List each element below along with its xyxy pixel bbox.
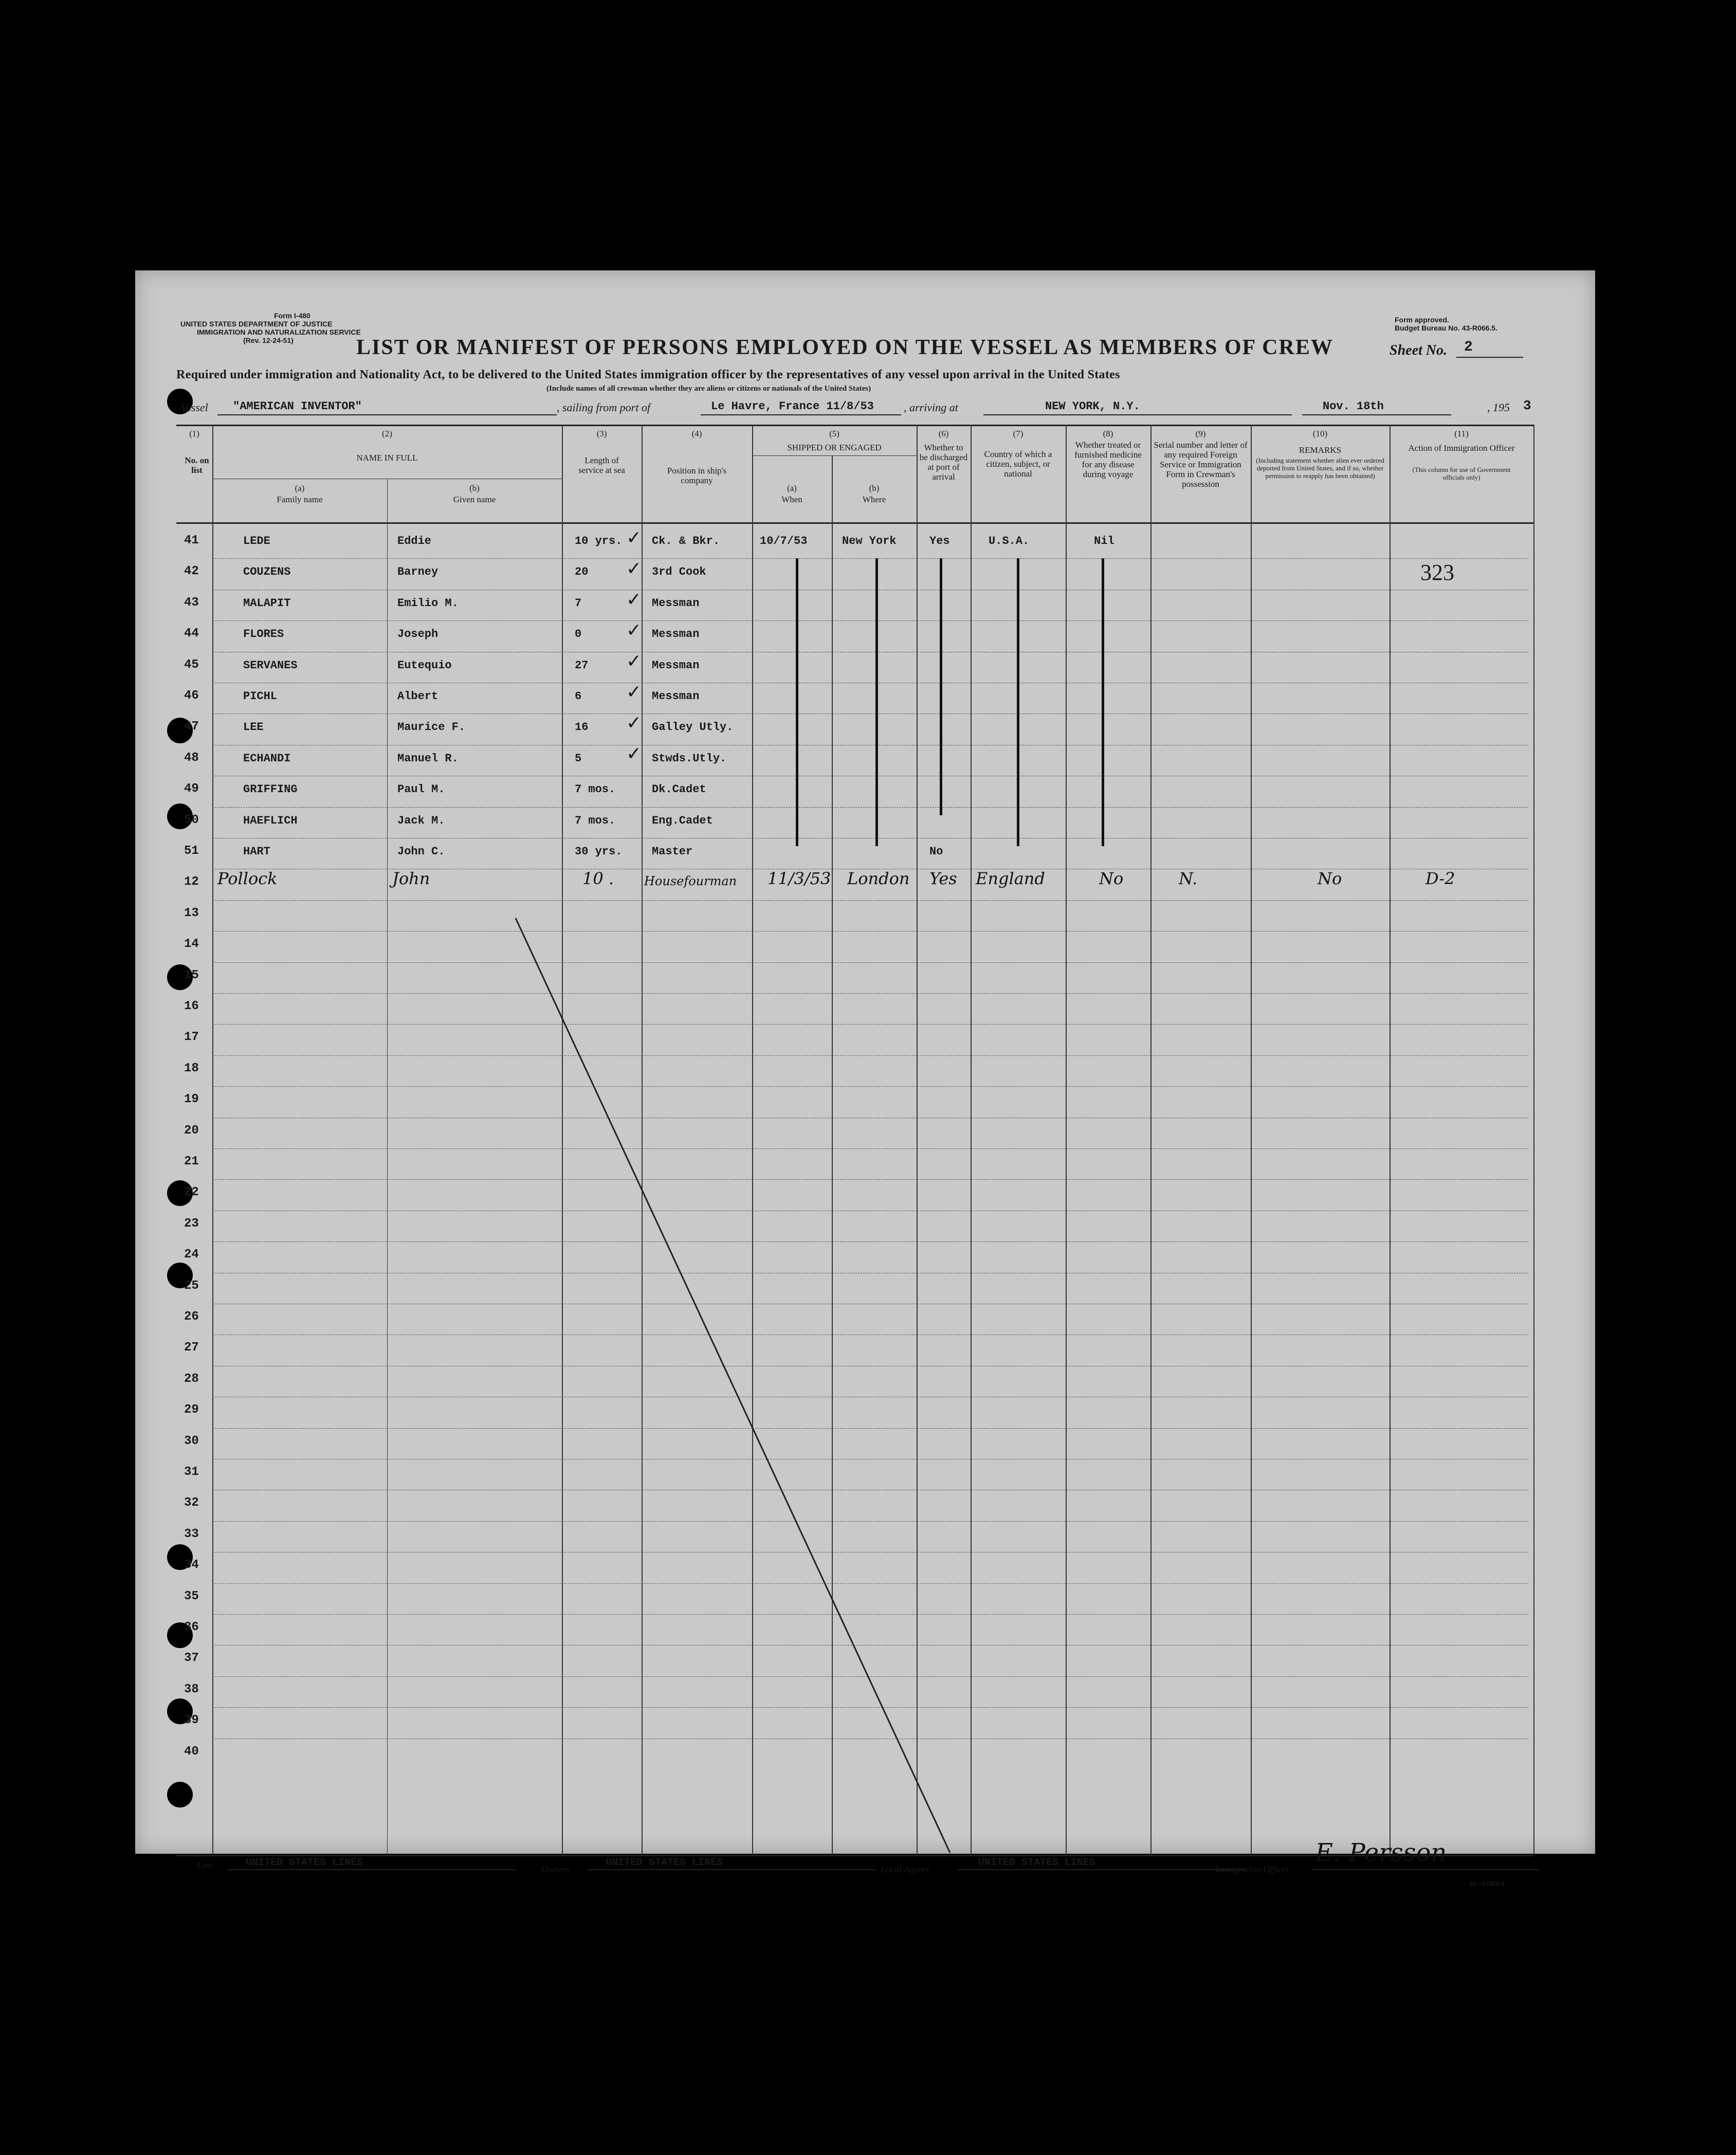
row-number: 12: [184, 875, 199, 889]
handwritten-medicine: No: [1099, 869, 1124, 889]
cell-service: 5: [575, 752, 582, 765]
handwritten-country: England: [976, 869, 1045, 889]
row-number: 46: [184, 689, 199, 703]
check-mark-icon: ✓: [626, 589, 642, 610]
subtitle: Required under immigration and Nationality Act, to be delivered to the United States immigration officer by the representatives of any vessel upon arrival in the United States: [176, 368, 1120, 381]
cell-given: Eutequio: [397, 659, 452, 672]
header-position: Position in ship's company: [667, 466, 727, 485]
handwritten-when: 11/3/53: [768, 869, 831, 889]
cell-position: Messman: [652, 596, 700, 610]
arrival-date: Nov. 18th: [1323, 400, 1384, 413]
cell-service: 7 mos.: [575, 814, 616, 827]
cell-family: LEE: [243, 721, 264, 734]
print-code: 16—67820-1: [1469, 1880, 1505, 1887]
cell-medicine: Nil: [1094, 535, 1114, 547]
row-number: 15: [184, 968, 199, 982]
row-number: 50: [184, 813, 199, 827]
agents-value: UNITED STATES LINES: [978, 1857, 1096, 1869]
column-number: (6): [938, 429, 949, 439]
handwritten-remarks: No: [1318, 869, 1342, 889]
header-discharged: Whether to be discharged at port of arrival: [919, 443, 968, 482]
cell-service: 10 yrs.: [575, 535, 623, 547]
row-number: 26: [184, 1310, 199, 1324]
row-number: 31: [184, 1465, 199, 1479]
cancel-diagonal-line: [135, 270, 1595, 1854]
cell-service: 16: [575, 721, 589, 734]
header-medicine: Whether treated or furnished medicine for any disease during voyage: [1074, 440, 1142, 479]
cell-discharged: No: [929, 845, 943, 858]
cell-service: 27: [575, 659, 589, 672]
cell-given: Emilio M.: [397, 596, 459, 610]
row-number: 19: [184, 1092, 199, 1107]
row-number: 45: [184, 658, 199, 672]
form-number: Form I-480: [274, 312, 310, 320]
header-where-num: (b): [869, 483, 880, 493]
column-number: (4): [691, 429, 702, 439]
handwritten-family: Pollock: [217, 869, 278, 889]
row-number: 13: [184, 906, 199, 920]
row-number: 30: [184, 1434, 199, 1448]
line-label: Line: [197, 1860, 214, 1870]
header-remarks: REMARKS: [1299, 445, 1342, 455]
cell-position: Messman: [652, 690, 700, 703]
row-number: 48: [184, 751, 199, 765]
cell-where: New York: [842, 535, 897, 547]
column-number: (2): [382, 429, 392, 439]
manifest-sheet: [135, 270, 1595, 1887]
check-mark-icon: ✓: [626, 620, 642, 641]
handwritten-action: D-2: [1426, 869, 1455, 889]
subtitle-note: (Include names of all crewman whether they are aliens or citizens or nationals of the United States): [546, 385, 871, 393]
row-number: 28: [184, 1372, 199, 1386]
handwritten-position: Housefourman: [644, 874, 737, 889]
cell-given: Albert: [397, 690, 438, 703]
row-number: 21: [184, 1155, 199, 1168]
row-number: 32: [184, 1496, 199, 1510]
cell-family: FLORES: [243, 628, 284, 641]
column-number: (7): [1013, 429, 1024, 439]
row-number: 51: [184, 844, 199, 858]
form-revision: (Rev. 12-24-51): [243, 336, 294, 344]
check-mark-icon: ✓: [626, 743, 642, 764]
column-number: (5): [829, 429, 839, 439]
header-when: When: [781, 495, 802, 504]
owners-underline: [588, 1869, 875, 1870]
column-number: (3): [596, 429, 607, 439]
cell-family: ECHANDI: [243, 752, 291, 765]
cell-given: Barney: [397, 565, 438, 579]
cell-family: PICHL: [243, 690, 278, 703]
row-number: 18: [184, 1061, 199, 1075]
cell-family: LEDE: [243, 535, 270, 547]
cell-action: 323: [1420, 560, 1454, 586]
row-number: 36: [184, 1620, 199, 1634]
officer-underline: [1312, 1869, 1539, 1870]
officer-signature: E. Persson: [1315, 1838, 1447, 1867]
column-number: (9): [1195, 429, 1206, 439]
row-number: 14: [184, 937, 199, 952]
row-number: 29: [184, 1403, 199, 1417]
cell-position: Messman: [652, 628, 700, 641]
row-number: 49: [184, 782, 199, 796]
row-number: 41: [184, 534, 199, 547]
cell-position: Eng.Cadet: [652, 814, 713, 827]
handwritten-service: 10 .: [582, 869, 614, 889]
header-where: Where: [862, 495, 886, 504]
header-when-num: (a): [787, 483, 797, 493]
header-action: Action of Immigration Officer: [1408, 443, 1515, 453]
cell-country: U.S.A.: [989, 535, 1030, 547]
row-number: 38: [184, 1682, 199, 1696]
agents-underline: [958, 1869, 1246, 1870]
handwritten-given: John: [392, 869, 430, 889]
cell-given: Eddie: [397, 535, 432, 547]
row-number: 16: [184, 999, 199, 1013]
department-name: UNITED STATES DEPARTMENT OF JUSTICE: [180, 320, 333, 328]
cell-family: HAEFLICH: [243, 814, 298, 827]
cell-service: 0: [575, 628, 582, 641]
row-number: 44: [184, 627, 199, 641]
row-number: 24: [184, 1248, 199, 1262]
cell-family: GRIFFING: [243, 783, 298, 796]
cell-position: Dk.Cadet: [652, 783, 706, 796]
budget-bureau-number: Budget Bureau No. 43-R066.5.: [1395, 324, 1497, 332]
line-underline: [228, 1869, 516, 1870]
header-family-name: Family name: [277, 495, 323, 504]
row-number: 33: [184, 1527, 199, 1541]
header-family-name-num: (a): [295, 483, 305, 493]
check-mark-icon: ✓: [626, 682, 642, 703]
header-given-name: Given name: [453, 495, 496, 504]
header-no-on-list: No. on list: [185, 455, 209, 475]
cell-position: Galley Utly.: [652, 721, 734, 734]
row-number: 39: [184, 1713, 199, 1728]
column-number: (8): [1103, 429, 1113, 439]
agents-label: Local Agents: [881, 1864, 929, 1874]
header-given-name-num: (b): [469, 483, 480, 493]
handwritten-where: London: [847, 869, 910, 889]
service-name: IMMIGRATION AND NATURALIZATION SERVICE: [197, 328, 361, 336]
row-number: 25: [184, 1279, 199, 1293]
cell-service: 7: [575, 596, 582, 610]
header-serial-number: Serial number and letter of any required Foreign Service or Immigration Form in Crewman's possession: [1154, 440, 1248, 489]
owners-value: UNITED STATES LINES: [606, 1857, 723, 1869]
column-number: (10): [1312, 429, 1328, 439]
check-mark-icon: ✓: [626, 651, 642, 672]
arriving-label: , arriving at: [904, 401, 958, 414]
check-mark-icon: ✓: [626, 713, 642, 734]
cell-position: Ck. & Bkr.: [652, 535, 720, 547]
cell-service: 7 mos.: [575, 783, 616, 796]
cell-position: Stwds.Utly.: [652, 752, 727, 765]
arrival-port: NEW YORK, N.Y.: [1045, 400, 1140, 413]
sheet-number-label: Sheet No.: [1390, 342, 1447, 358]
cell-service: 6: [575, 690, 582, 703]
cell-discharged: Yes: [929, 535, 950, 547]
row-number: 20: [184, 1123, 199, 1138]
row-number: 35: [184, 1589, 199, 1603]
cell-position: Messman: [652, 659, 700, 672]
officer-label: Immigration Officer: [1215, 1864, 1290, 1874]
cell-given: Jack M.: [397, 814, 445, 827]
header-name-in-full: NAME IN FULL: [356, 453, 418, 463]
header-shipped-or-engaged: SHIPPED OR ENGAGED: [787, 443, 882, 452]
row-number: 40: [184, 1744, 199, 1759]
row-number: 17: [184, 1030, 199, 1045]
row-number: 27: [184, 1341, 199, 1355]
form-approval: Form approved.: [1395, 316, 1449, 324]
cell-family: COUZENS: [243, 565, 291, 579]
cell-given: John C.: [397, 845, 445, 858]
column-number: (1): [189, 429, 199, 439]
vessel-name: "AMERICAN INVENTOR": [233, 400, 362, 413]
cell-family: HART: [243, 845, 270, 858]
page-title: LIST OR MANIFEST OF PERSONS EMPLOYED ON THE VESSEL AS MEMBERS OF CREW: [356, 336, 1333, 359]
column-number: (11): [1454, 429, 1469, 439]
cell-service: 30 yrs.: [575, 845, 623, 858]
header-remarks-note: (Including statement whether alien ever ordered deported from United States, and if so, whether permission to reapply has been obtained): [1256, 456, 1384, 480]
row-number: 43: [184, 595, 199, 610]
row-number: 37: [184, 1651, 199, 1666]
line-value: UNITED STATES LINES: [246, 1857, 363, 1869]
cell-position: 3rd Cook: [652, 565, 706, 579]
sheet-number: 2: [1464, 339, 1473, 355]
sailing-port: Le Havre, France 11/8/53: [711, 400, 874, 413]
cell-service: 20: [575, 565, 589, 579]
header-action-note: (This column for use of Government officials only): [1412, 466, 1511, 481]
cell-given: Maurice F.: [397, 721, 466, 734]
cell-given: Manuel R.: [397, 752, 459, 765]
handwritten-serial: N.: [1179, 869, 1198, 889]
cell-when: 10/7/53: [760, 535, 808, 547]
row-number: 34: [184, 1558, 199, 1573]
vessel-label: Vessel: [180, 401, 208, 414]
cell-family: MALAPIT: [243, 596, 291, 610]
header-country: Country of which a citizen, subject, or national: [984, 449, 1052, 479]
row-number: 47: [184, 720, 199, 734]
row-number: 23: [184, 1216, 199, 1231]
year-prefix: , 195: [1487, 401, 1510, 414]
header-length-of-service: Length of service at sea: [578, 455, 625, 475]
owners-label: Owners: [541, 1864, 571, 1874]
row-number: 22: [184, 1185, 199, 1200]
handwritten-discharged: Yes: [929, 869, 957, 889]
cell-family: SERVANES: [243, 659, 298, 672]
year-digit: 3: [1523, 398, 1531, 413]
cell-given: Joseph: [397, 628, 438, 641]
cell-given: Paul M.: [397, 783, 445, 796]
check-mark-icon: ✓: [626, 527, 642, 549]
sailing-label: , sailing from port of: [557, 401, 650, 414]
row-number: 42: [184, 564, 199, 579]
check-mark-icon: ✓: [626, 558, 642, 579]
cell-position: Master: [652, 845, 693, 858]
